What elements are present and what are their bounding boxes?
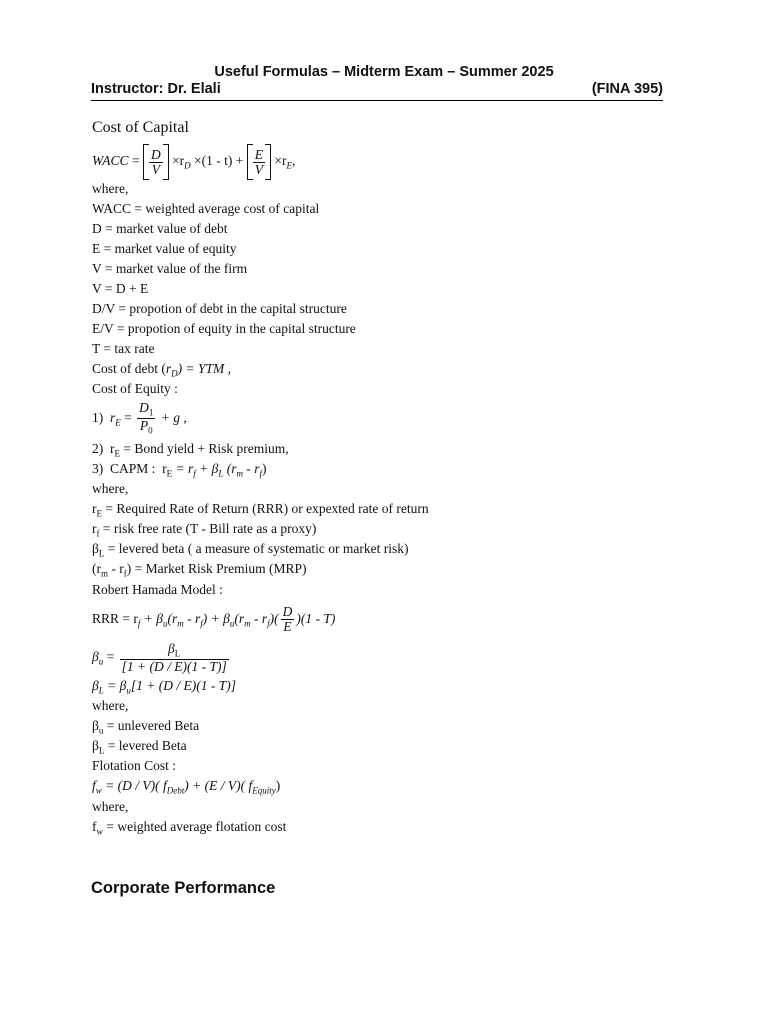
rrr-p4: ) + β	[202, 611, 230, 626]
hamada-title: Robert Hamada Model :	[92, 582, 223, 597]
unlevered-beta-formula	[92, 638, 231, 676]
bl-lhs-sub: L	[98, 685, 104, 696]
def-wacc: WACC = weighted average cost of capital	[92, 201, 320, 216]
rrr-p5: (r	[234, 611, 245, 626]
section-cost-of-capital: Cost of Capital	[92, 119, 189, 136]
f2-lhs: r	[110, 441, 115, 456]
sym: f	[92, 819, 97, 834]
fw-p2: ) + (E / V)( f	[184, 778, 253, 793]
section-corporate-performance: Corporate Performance	[91, 879, 276, 897]
wacc-formula: WACC = $\frac{D}{V}$ $\times r_D \times(1 - t)$ + $\frac{E}{V}$ $\times r_E$,	[92, 143, 295, 179]
frac-d-over-v	[143, 144, 169, 180]
sub: L	[98, 745, 105, 756]
capm-lhs: r	[162, 461, 167, 476]
wacc-lhs: WACC	[92, 153, 129, 168]
text: = levered beta ( a measure of systematic or market risk)	[104, 541, 409, 556]
rrr-p6: - r	[250, 611, 268, 626]
fw-p3: )	[275, 778, 281, 793]
capm-beta-sub: L	[218, 468, 224, 479]
capm-rm-sub: m	[236, 468, 244, 479]
p0-sym: P	[139, 418, 149, 434]
cod-r: r	[165, 361, 172, 376]
d-over-e	[281, 605, 295, 634]
rrr-p1: + β	[140, 611, 163, 626]
def-equity-ratio: E/V = propotion of equity in the capital structure	[92, 321, 356, 336]
re-sub: E	[286, 160, 292, 171]
rrr-rf-sub: f	[137, 618, 141, 629]
f2-rest: = Bond yield + Risk premium,	[120, 441, 289, 456]
rrr-rm-sub: m	[177, 618, 184, 629]
bracket-den: [1 + (D / E)(1 - T)]	[121, 658, 227, 674]
text: - r	[108, 561, 124, 576]
fw-lhs-sub: w	[95, 785, 102, 796]
f1-lhs: r	[110, 410, 116, 425]
sym: β	[92, 738, 99, 753]
sym: β	[92, 541, 99, 556]
sym: (r	[92, 561, 101, 576]
rrr-bu-sub: u	[162, 618, 168, 629]
wacc-end: ,	[292, 153, 296, 168]
bl-bu-sub: u	[126, 685, 131, 696]
tail: ) = Market Risk Premium (MRP)	[126, 561, 307, 576]
frac-num: D	[150, 147, 161, 163]
f3-label: 3)	[92, 461, 104, 476]
sub: L	[98, 548, 105, 559]
dividend-over-price	[137, 401, 155, 436]
fw-p1: = (D / V)( f	[101, 778, 167, 793]
def-equity: E = market value of equity	[92, 241, 237, 256]
course-code: (FINA 395)	[591, 81, 663, 97]
capm-rf-sub: f	[193, 468, 196, 479]
instructor-label: Instructor: Dr. Elali	[91, 81, 221, 97]
cod-pre: Cost of debt (	[92, 361, 166, 376]
sub: w	[96, 826, 103, 837]
sym: r	[92, 521, 97, 536]
wacc-tax-term: ×(1 - t) +	[194, 153, 244, 168]
where-label-3: where,	[92, 698, 129, 713]
sub: f	[96, 528, 100, 539]
cost-of-equity-title: Cost of Equity :	[92, 381, 178, 396]
bl-rest: = β	[103, 678, 127, 693]
header-row	[91, 81, 663, 101]
f2-label: 2)	[92, 441, 104, 456]
bl-sub: L	[174, 648, 181, 659]
rrr-p3: - r	[183, 611, 201, 626]
def-firm-value: V = market value of the firm	[92, 261, 248, 276]
frac-den: E	[283, 619, 292, 635]
f1-post: + g ,	[160, 410, 187, 425]
bl-lhs: β	[92, 678, 99, 693]
rrr-p8: )(1 - T)	[296, 611, 336, 626]
sub: m	[101, 568, 109, 579]
fw-lhs: f	[92, 778, 96, 793]
rrr-formula	[92, 601, 335, 637]
bl-over-bracket	[120, 642, 229, 674]
wacc-times-r: ×r	[172, 153, 185, 168]
d1-sub: 1	[148, 407, 154, 418]
text: = levered Beta	[104, 738, 187, 753]
text: = weighted average flotation cost	[103, 819, 287, 834]
rrr-rm2-sub: m	[244, 618, 251, 629]
capm-rf2-sub: f	[259, 468, 263, 479]
capm-lhs-sub: E	[166, 468, 173, 479]
frac-num: D	[282, 604, 293, 620]
f1-label: 1)	[92, 410, 104, 425]
equity-formula-1: 1) $r_E$ = $\frac{D_1}{P_0}$ + g ,	[92, 400, 187, 437]
rrr-p2: (r	[167, 611, 178, 626]
fw-equity-sub: Equity	[252, 785, 276, 796]
flotation-formula	[92, 777, 280, 800]
rrr-rf3-sub: f	[267, 618, 270, 629]
frac-den: V	[151, 162, 160, 178]
def-flotation-cost	[92, 818, 286, 841]
f2-lhs-sub: E	[114, 448, 120, 459]
capm-beta: + β	[195, 461, 219, 476]
sub2: f	[123, 568, 127, 579]
sub: u	[98, 725, 104, 736]
rrr-rf2-sub: f	[200, 618, 203, 629]
wacc-times-re: ×r	[274, 153, 287, 168]
capm-rm: (r	[223, 461, 237, 476]
where-label-2: where,	[92, 481, 129, 496]
def-mrp	[92, 560, 307, 583]
text: = Required Rate of Return (RRR) or expexted rate of return	[102, 501, 429, 516]
where-label-4: where,	[92, 799, 129, 814]
capm-label: CAPM :	[110, 461, 156, 476]
def-v-sum: V = D + E	[92, 281, 149, 296]
capm-eq: = r	[172, 461, 194, 476]
def-tax-rate: T = tax rate	[92, 341, 155, 356]
where-label: where,	[92, 181, 129, 196]
bu-eq: =	[103, 649, 115, 664]
document-title: Useful Formulas – Midterm Exam – Summer 2025	[214, 64, 554, 80]
bu-lhs: β	[92, 649, 99, 664]
d1-sym: D	[139, 400, 149, 416]
sym: β	[92, 718, 99, 733]
sym: r	[92, 501, 97, 516]
rrr-p7: )(	[269, 611, 279, 626]
bl-sym: β	[168, 640, 175, 656]
frac-den: V	[254, 162, 264, 178]
p0-sub: 0	[148, 426, 153, 437]
rrr-lhs: RRR = r	[92, 611, 138, 626]
sub: E	[96, 508, 102, 519]
def-debt-ratio: D/V = propotion of debt in the capital structure	[92, 301, 347, 316]
capm-minus: - r	[243, 461, 260, 476]
def-debt: D = market value of debt	[92, 221, 228, 236]
bu-lhs-sub: u	[98, 656, 104, 667]
flotation-title: Flotation Cost :	[92, 758, 177, 773]
rd-sub: D	[184, 160, 191, 171]
text: = unlevered Beta	[103, 718, 200, 733]
text: = risk free rate (T - Bill rate as a proxy)	[99, 521, 317, 536]
cod-post: ) = YTM ,	[177, 361, 232, 376]
fw-debt-sub: Debt	[166, 785, 185, 796]
bl-tail: [1 + (D / E)(1 - T)]	[130, 678, 236, 693]
cod-sub: D	[171, 368, 178, 379]
frac-e-over-v	[247, 144, 271, 180]
f1-lhs-sub: E	[115, 417, 121, 428]
frac-num: E	[254, 147, 264, 163]
rrr-bu2-sub: u	[229, 618, 235, 629]
capm-close: )	[262, 461, 267, 476]
